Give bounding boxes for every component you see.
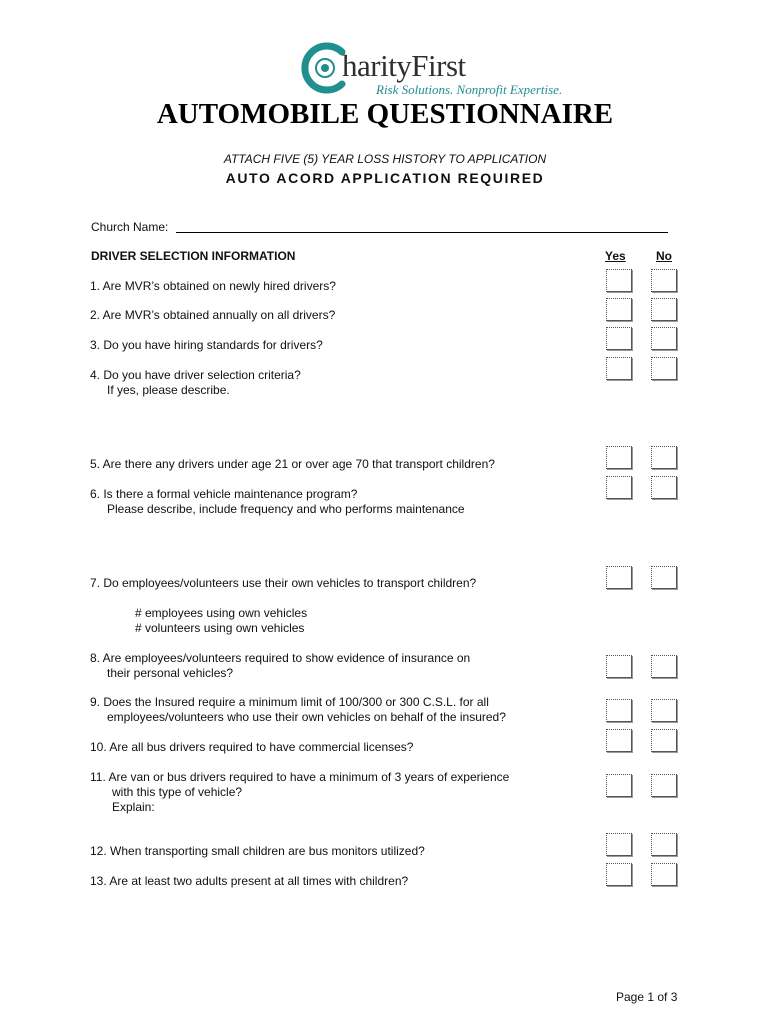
- question-5: [90, 457, 495, 472]
- q10-no-checkbox[interactable]: [651, 729, 677, 752]
- q1-yes-checkbox[interactable]: [606, 269, 632, 292]
- question-2: [90, 308, 335, 323]
- question-text: 6. Is there a formal vehicle maintenance program?: [90, 487, 358, 501]
- q11-no-checkbox[interactable]: [651, 774, 677, 797]
- q5-no-checkbox[interactable]: [651, 446, 677, 469]
- q7-yes-checkbox[interactable]: [606, 566, 632, 589]
- section-heading: DRIVER SELECTION INFORMATION: [91, 249, 296, 263]
- question-10: [90, 740, 413, 755]
- question-text-cont: Please describe, include frequency and who performs maintenance: [107, 502, 465, 516]
- employees-count-label: # employees using own vehicles: [135, 606, 308, 620]
- question-text: 5. Are there any drivers under age 21 or over age 70 that transport children?: [90, 457, 495, 471]
- question-9: [90, 695, 506, 725]
- question-3: [90, 338, 323, 353]
- question-11: [90, 770, 509, 815]
- question-text: 4. Do you have driver selection criteria?: [90, 368, 301, 382]
- volunteers-count-label: # volunteers using own vehicles: [135, 621, 305, 635]
- question-text: 11. Are van or bus drivers required to have a minimum of 3 years of experience: [90, 770, 510, 784]
- question-text: 2. Are MVR’s obtained annually on all drivers?: [90, 308, 336, 322]
- q8-no-checkbox[interactable]: [651, 655, 677, 678]
- q10-yes-checkbox[interactable]: [606, 729, 632, 752]
- q3-no-checkbox[interactable]: [651, 327, 677, 350]
- question-13: [90, 874, 408, 889]
- question-8: [90, 651, 470, 681]
- q4-yes-checkbox[interactable]: [606, 357, 632, 380]
- question-text: 9. Does the Insured require a minimum limit of 100/300 or 300 C.S.L. for all: [90, 695, 489, 709]
- question-text-cont: with this type of vehicle?: [112, 785, 243, 799]
- question-text-cont: If yes, please describe.: [107, 383, 230, 397]
- page-number: Page 1 of 3: [616, 990, 678, 1004]
- question-7: [90, 576, 476, 591]
- q13-yes-checkbox[interactable]: [606, 863, 632, 886]
- question-text-explain: Explain:: [112, 800, 155, 814]
- question-text: 3. Do you have hiring standards for drivers?: [90, 338, 323, 352]
- q4-no-checkbox[interactable]: [651, 357, 677, 380]
- church-name-label: Church Name:: [91, 220, 169, 234]
- logo-name: harityFirst: [342, 48, 466, 83]
- q12-yes-checkbox[interactable]: [606, 833, 632, 856]
- question-7-counts: [90, 606, 307, 636]
- q8-yes-checkbox[interactable]: [606, 655, 632, 678]
- document-title: AUTOMOBILE QUESTIONNAIRE: [156, 98, 614, 130]
- acord-required-note: AUTO ACORD APPLICATION REQUIRED: [225, 170, 545, 186]
- q13-no-checkbox[interactable]: [651, 863, 677, 886]
- yes-column-header: Yes: [605, 249, 626, 263]
- q2-yes-checkbox[interactable]: [606, 298, 632, 321]
- q6-yes-checkbox[interactable]: [606, 476, 632, 499]
- q3-yes-checkbox[interactable]: [606, 327, 632, 350]
- charityfirst-logo: [296, 36, 563, 102]
- church-name-field[interactable]: [176, 232, 668, 233]
- q9-yes-checkbox[interactable]: [606, 699, 632, 722]
- question-6: [90, 487, 465, 517]
- question-text: 1. Are MVR’s obtained on newly hired drivers?: [90, 279, 336, 293]
- question-text: 12. When transporting small children are bus monitors utilized?: [90, 844, 425, 858]
- logo-tagline: Risk Solutions. Nonprofit Expertise.: [376, 82, 563, 97]
- question-12: [90, 844, 425, 859]
- question-text: 10. Are all bus drivers required to have commercial licenses?: [90, 740, 414, 754]
- q5-yes-checkbox[interactable]: [606, 446, 632, 469]
- question-text: 7. Do employees/volunteers use their own vehicles to transport children?: [90, 576, 477, 590]
- no-column-header: No: [656, 249, 672, 263]
- q11-yes-checkbox[interactable]: [606, 774, 632, 797]
- question-text: 13. Are at least two adults present at all times with children?: [90, 874, 409, 888]
- q6-no-checkbox[interactable]: [651, 476, 677, 499]
- question-text: 8. Are employees/volunteers required to show evidence of insurance on: [90, 651, 471, 665]
- question-text-cont: their personal vehicles?: [107, 666, 234, 680]
- q1-no-checkbox[interactable]: [651, 269, 677, 292]
- question-1: [90, 279, 336, 294]
- q7-no-checkbox[interactable]: [651, 566, 677, 589]
- q9-no-checkbox[interactable]: [651, 699, 677, 722]
- loss-history-note: ATTACH FIVE (5) YEAR LOSS HISTORY TO APPLICATION: [223, 152, 547, 166]
- q12-no-checkbox[interactable]: [651, 833, 677, 856]
- q2-no-checkbox[interactable]: [651, 298, 677, 321]
- question-4: [90, 368, 301, 398]
- question-text-cont: employees/volunteers who use their own vehicles on behalf of the insured?: [107, 710, 506, 724]
